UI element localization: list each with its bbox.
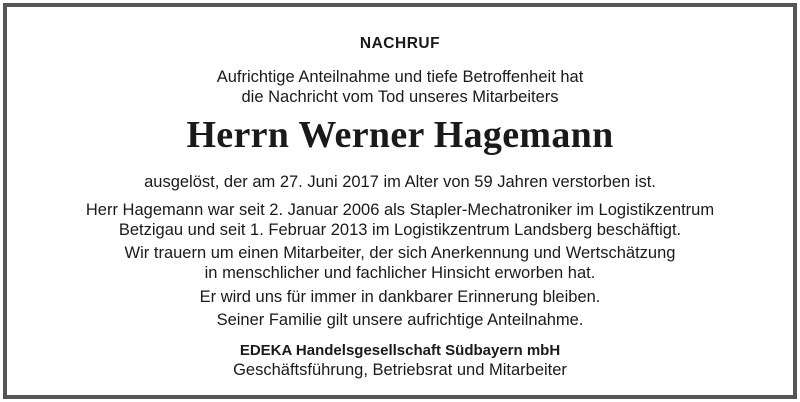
career-line-1: Herr Hagemann war seit 2. Januar 2006 als Stapler-Mechatroniker im Logistikzentrum bbox=[85, 201, 715, 219]
company-name: EDEKA Handelsgesellschaft Südbayern mbH bbox=[239, 342, 561, 359]
signatories-line: Geschäftsführung, Betriebsrat und Mitarbeiter bbox=[233, 361, 567, 379]
condolence-line: Seiner Familie gilt unsere aufrichtige Anteilnahme. bbox=[216, 311, 584, 329]
intro-line-2: die Nachricht vom Tod unseres Mitarbeiters bbox=[241, 88, 559, 106]
tribute-line-2: in menschlicher und fachlicher Hinsicht erworben hat. bbox=[204, 264, 596, 282]
obituary-notice-frame bbox=[3, 3, 797, 399]
death-date-line: ausgelöst, der am 27. Juni 2017 im Alter von 59 Jahren verstorben ist. bbox=[144, 173, 656, 191]
obituary-notice-content bbox=[7, 7, 793, 395]
career-line-2: Betzigau und seit 1. Februar 2013 im Logistikzentrum Landsberg beschäftigt. bbox=[118, 221, 682, 239]
memory-line: Er wird uns für immer in dankbarer Erinnerung bleiben. bbox=[199, 288, 601, 306]
deceased-name: Herrn Werner Hagemann bbox=[186, 114, 614, 156]
intro-line-1: Aufrichtige Anteilnahme und tiefe Betroffenheit hat bbox=[216, 68, 584, 86]
tribute-line-1: Wir trauern um einen Mitarbeiter, der sich Anerkennung und Wertschätzung bbox=[124, 244, 676, 262]
notice-heading: NACHRUF bbox=[359, 35, 441, 52]
